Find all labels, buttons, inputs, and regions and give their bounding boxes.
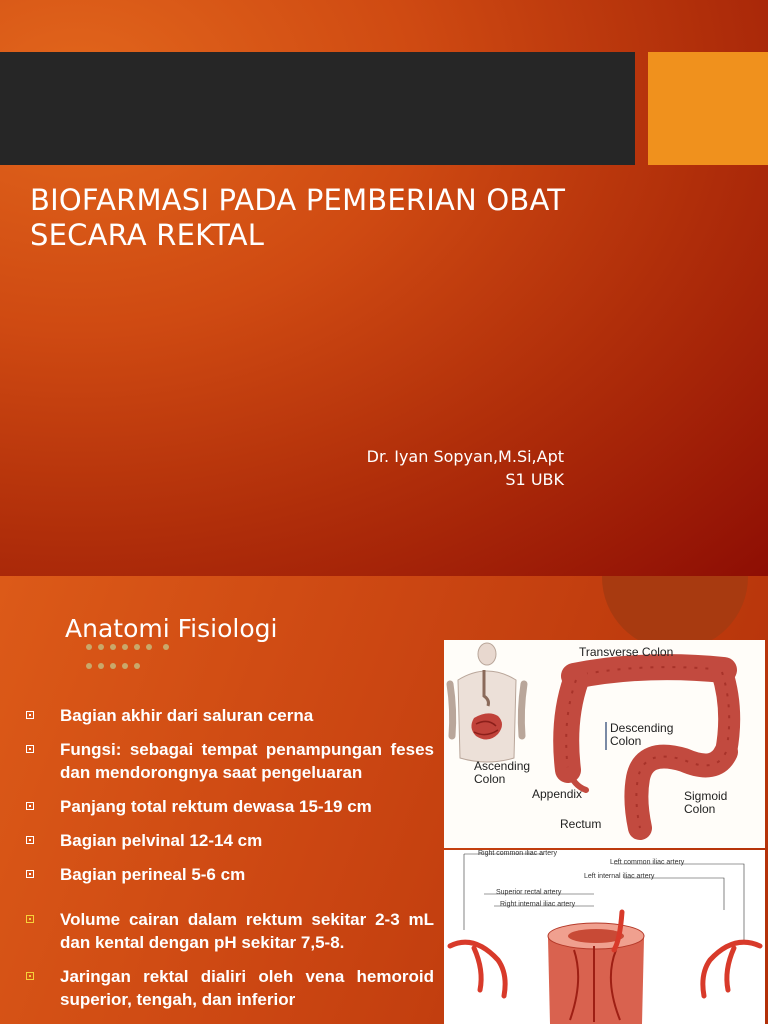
label-ascending-colon: Ascending Colon: [474, 759, 531, 786]
label-right-common-iliac: Right common iliac artery: [478, 850, 557, 857]
list-item: Bagian perineal 5-6 cm: [24, 863, 434, 886]
label-left-internal-iliac: Left internal iliac artery: [584, 873, 655, 880]
header-accent-box: [648, 52, 768, 165]
label-descending-colon: Descending Colon: [610, 721, 674, 748]
author-name: Dr. Iyan Sopyan,M.Si,Apt: [366, 447, 564, 466]
header-dark-bar: [0, 52, 635, 165]
bullet-list: [24, 704, 434, 1022]
bullet-marker-icon: [26, 915, 34, 923]
bullet-marker-icon: [26, 870, 34, 878]
rectal-artery-image: [444, 850, 765, 1024]
colon-anatomy-image: [444, 640, 765, 848]
list-item: Bagian pelvinal 12-14 cm: [24, 829, 434, 852]
label-transverse-colon: Transverse Colon: [579, 645, 674, 659]
bullet-marker-icon: [26, 972, 34, 980]
decorative-circle: [602, 576, 748, 650]
label-appendix: Appendix: [532, 787, 583, 801]
bullet-marker-icon: [26, 802, 34, 810]
label-left-common-iliac: Left common iliac artery: [610, 859, 685, 866]
list-item: Bagian akhir dari saluran cerna: [24, 704, 434, 727]
anatomy-slide: [0, 576, 768, 1024]
bullet-marker-icon: [26, 711, 34, 719]
decorative-dots: [86, 644, 176, 682]
torso-figure: [450, 643, 524, 762]
list-item: Fungsi: sebagai tempat penampungan feses dan mendorongnya saat pengeluaran: [24, 738, 434, 784]
list-item: Jaringan rektal dialiri oleh vena hemoroid superior, tengah, dan inferior: [24, 965, 434, 1011]
author-block: [367, 445, 564, 491]
bullet-marker-icon: [26, 745, 34, 753]
label-right-internal-iliac: Right internal iliac artery: [500, 901, 576, 908]
author-affiliation: S1 UBK: [505, 470, 564, 489]
label-sigmoid-colon: Sigmoid Colon: [684, 789, 728, 816]
list-item: Volume cairan dalam rektum sekitar 2-3 mL dan kental dengan pH sekitar 7,5-8.: [24, 908, 434, 954]
colon-illustration: [444, 640, 765, 848]
slide-title: BIOFARMASI PADA PEMBERIAN OBAT SECARA REKTAL: [30, 183, 566, 252]
label-rectum: Rectum: [560, 817, 602, 831]
slide-heading: Anatomi Fisiologi: [65, 614, 278, 643]
list-item: Panjang total rektum dewasa 15-19 cm: [24, 795, 434, 818]
rectum-illustration: [548, 923, 644, 1024]
label-superior-rectal: Superior rectal artery: [496, 889, 562, 896]
bullet-marker-icon: [26, 836, 34, 844]
